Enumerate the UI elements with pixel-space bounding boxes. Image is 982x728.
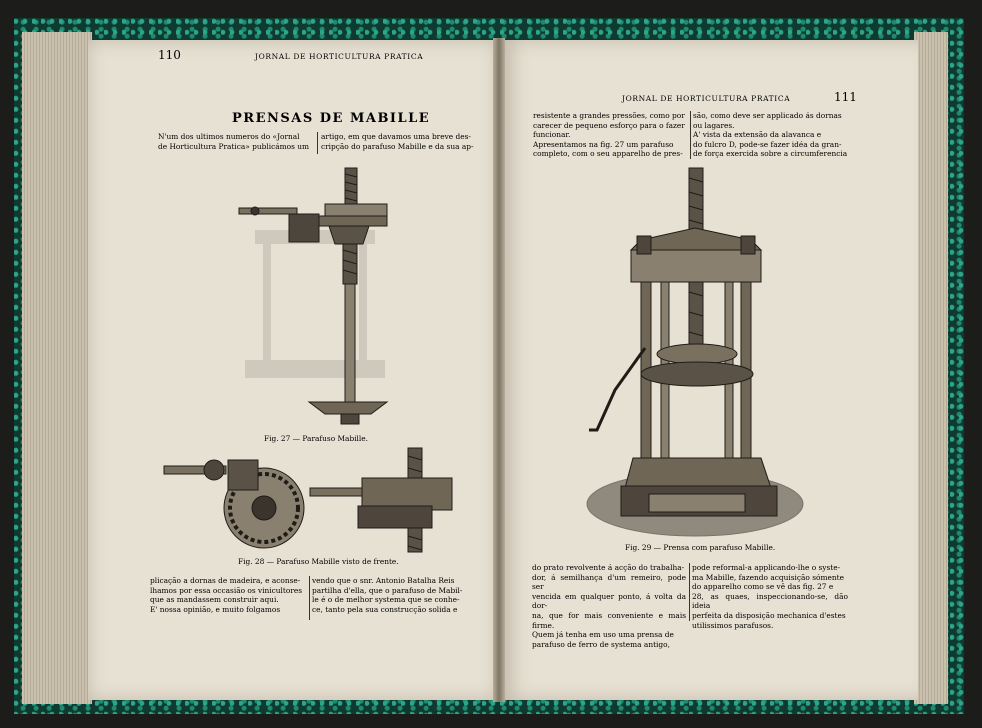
book-gutter (493, 38, 505, 702)
fig28-front-view-illustration (162, 448, 462, 558)
left-running-head: JORNAL DE HORTICULTURA PRATICA (255, 52, 424, 61)
right-bottom-col-rule (689, 563, 690, 621)
fig29-caption: Fig. 29 — Prensa com parafuso Mabille. (625, 543, 776, 552)
right-page-block-edge (914, 32, 948, 704)
fig27-caption: Fig. 27 — Parafuso Mabille. (264, 434, 369, 443)
fig28-caption: Fig. 28 — Parafuso Mabille visto de frente. (238, 557, 399, 566)
right-bottom-col1: do prato revolvente á acção do trabalha- dor, á semilhança d'um remeiro, pode ser vencida em qualquer ponto, á volta da dor- na, que for mais conveniente e mais firme. Quem já tenha em uso uma prensa de parafuso de ferro de systema antigo, (532, 563, 686, 649)
right-bottom-col2: pode reformal-a applicando-lhe o syste- ma Mabille, fazendo acquisição sómente do apparelho como se vê das fig. 27 e 28, as quaes, inspeccionando-se, dão ideia perfeita da disposição mechanica d'estes utilissimos parafusos. (692, 563, 848, 630)
right-top-col1: resistente a grandes pressões, como por carecer de pequeno esforço para o fazer funcionar. Apresentamos na fig. 27 um parafuso completo, com o seu apparelho de pres- (533, 111, 685, 159)
left-page-block-edge (22, 32, 92, 704)
left-page-number: 110 (158, 48, 181, 62)
right-top-col-rule (690, 111, 691, 159)
fig27-mabille-screw-illustration (237, 168, 397, 430)
left-intro-col2: artigo, em que davamos uma breve des- cripção do parafuso Mabille e da sua ap- (321, 132, 474, 151)
left-bottom-col-rule (309, 576, 310, 620)
left-intro-col1: N'um dos ultimos numeros do «Jornal de Horticultura Pratica» publicámos um (158, 132, 310, 151)
right-page-number: 111 (834, 90, 857, 104)
article-title: PRENSAS DE MABILLE (232, 111, 431, 126)
left-bottom-col1: plicação a dornas de madeira, e aconse- lhamos por essa occasião os vinicultores que as mandassem construir aqui. E' nossa opinião, e muito folgamos (150, 576, 303, 614)
left-bottom-col2: vendo que o snr. Antonio Batalha Reis partilha d'ella, que o parafuso de Mabil- le é o de melhor systema que se conhe- ce, tanto pela sua construcção solida e (312, 576, 463, 614)
right-running-head: JORNAL DE HORTICULTURA PRATICA (622, 94, 791, 103)
fig29-press-illustration (585, 168, 805, 540)
right-top-col2: são, como deve ser applicado ás dornas ou lagares. A' vista da extensão da alavanca e do fulcro D, pode-se fazer idéa da gran- de força exercida sobre a circumferencia (693, 111, 848, 159)
left-intro-col-rule (317, 132, 318, 154)
